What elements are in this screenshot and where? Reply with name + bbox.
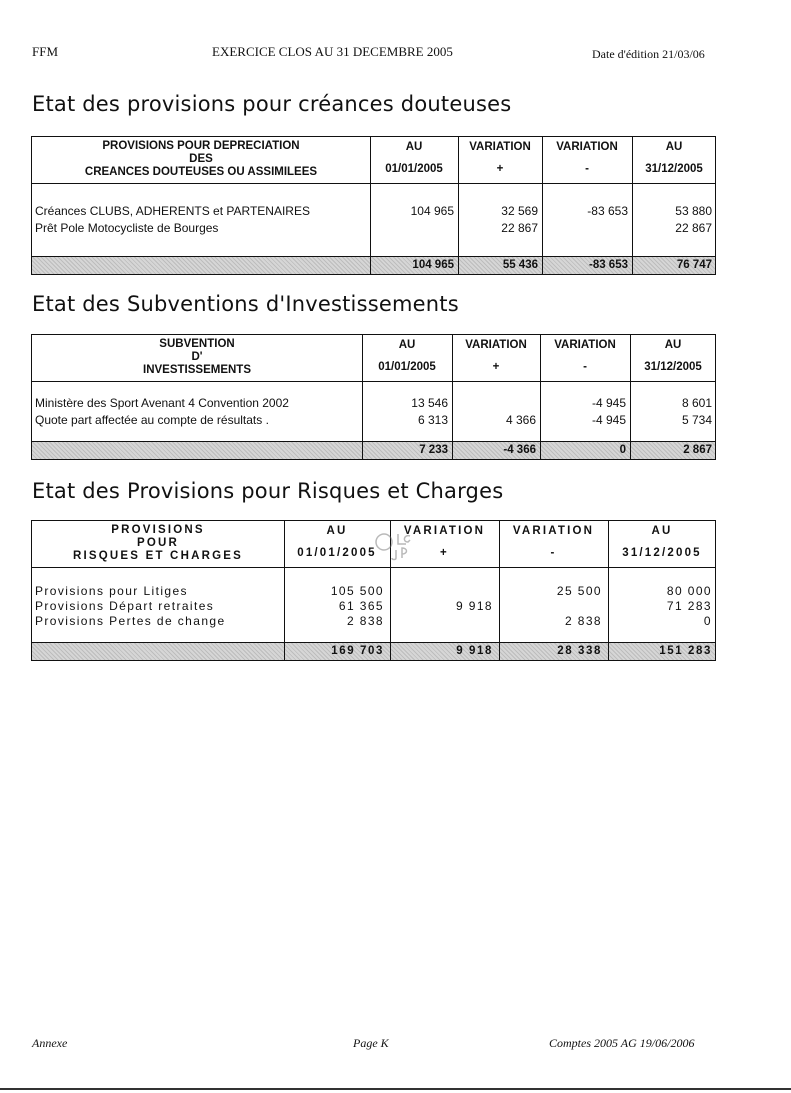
col-header-closing: AU 31/12/2005 bbox=[622, 525, 702, 559]
col-header-decrease: VARIATION - bbox=[554, 339, 616, 373]
cell-increase: 9 918 bbox=[455, 599, 493, 613]
investment-grants-table bbox=[31, 334, 716, 460]
cell-opening: 6 313 bbox=[417, 413, 448, 427]
table-row-label: Ministère des Sport Avenant 4 Convention 2002 bbox=[35, 396, 289, 410]
section1-title: Etat des provisions pour créances douteuses bbox=[32, 92, 512, 116]
col-header-increase: VARIATION + bbox=[469, 141, 531, 175]
cell-closing: 53 880 bbox=[675, 204, 712, 218]
cell-decrease: 2 838 bbox=[564, 614, 602, 628]
cell-opening: 105 500 bbox=[330, 584, 384, 598]
col-header-increase: VARIATION + bbox=[465, 339, 527, 373]
total-decrease: 28 338 bbox=[557, 645, 602, 657]
header-org: FFM bbox=[32, 44, 59, 59]
col-header-increase: VARIATION + bbox=[403, 525, 486, 559]
col-header-decrease: VARIATION - bbox=[556, 141, 618, 175]
cell-increase: 32 569 bbox=[501, 204, 538, 218]
doubtful-debts-table bbox=[31, 136, 716, 275]
table-row-label: Provisions pour Litiges bbox=[35, 584, 188, 598]
table-row-label: Provisions Départ retraites bbox=[35, 599, 215, 613]
total-closing: 76 747 bbox=[676, 259, 712, 271]
col-header-opening: AU 01/01/2005 bbox=[385, 141, 443, 175]
cell-opening: 104 965 bbox=[410, 204, 454, 218]
total-decrease: -83 653 bbox=[588, 259, 628, 271]
initials-stamp-icon bbox=[372, 528, 418, 562]
cell-opening: 61 365 bbox=[338, 599, 384, 613]
header-edition-date: Date d'édition 21/03/06 bbox=[592, 47, 705, 61]
col-header-grant: SUBVENTION D' INVESTISSEMENTS bbox=[143, 338, 251, 376]
total-opening: 7 233 bbox=[419, 444, 448, 456]
cell-opening: 13 546 bbox=[411, 396, 448, 410]
cell-closing: 80 000 bbox=[666, 584, 712, 598]
cell-decrease: -4 945 bbox=[591, 413, 626, 427]
total-increase: 9 918 bbox=[456, 645, 493, 657]
table-row-label: Quote part affectée au compte de résultats . bbox=[35, 413, 269, 427]
col-header-provisions: PROVISIONS POUR RISQUES ET CHARGES bbox=[73, 524, 243, 562]
col-header-opening: AU 01/01/2005 bbox=[378, 339, 436, 373]
total-closing: 2 867 bbox=[683, 444, 712, 456]
cell-decrease: 25 500 bbox=[556, 584, 602, 598]
cell-closing: 8 601 bbox=[681, 396, 712, 410]
section3-title: Etat des Provisions pour Risques et Charges bbox=[32, 479, 504, 503]
footer-accounts: Comptes 2005 AG 19/06/2006 bbox=[549, 1036, 695, 1050]
col-header-opening: AU 01/01/2005 bbox=[297, 525, 377, 559]
cell-decrease: -83 653 bbox=[587, 204, 628, 218]
cell-closing: 71 283 bbox=[666, 599, 712, 613]
col-header-provisions: PROVISIONS POUR DEPRECIATION DES CREANCES DOUTEUSES OU ASSIMILEES bbox=[84, 140, 318, 178]
total-opening: 104 965 bbox=[412, 259, 454, 271]
table-row-label: Prêt Pole Motocycliste de Bourges bbox=[35, 221, 219, 235]
total-increase: -4 366 bbox=[503, 444, 536, 456]
page-bottom-rule bbox=[0, 1088, 791, 1090]
cell-increase: 4 366 bbox=[505, 413, 536, 427]
total-opening: 169 703 bbox=[331, 645, 384, 657]
footer-page: Page K bbox=[353, 1036, 389, 1050]
cell-closing: 22 867 bbox=[675, 221, 712, 235]
total-closing: 151 283 bbox=[659, 645, 712, 657]
total-decrease: 0 bbox=[619, 444, 626, 456]
cell-increase: 22 867 bbox=[501, 221, 538, 235]
cell-opening: 2 838 bbox=[346, 614, 384, 628]
table-row-label: Provisions Pertes de change bbox=[35, 614, 226, 628]
cell-closing: 5 734 bbox=[681, 413, 712, 427]
header-fiscal-year: EXERCICE CLOS AU 31 DECEMBRE 2005 bbox=[212, 44, 453, 59]
section2-title: Etat des Subventions d'Investissements bbox=[32, 292, 459, 316]
col-header-decrease: VARIATION - bbox=[512, 525, 595, 559]
table-row-label: Créances CLUBS, ADHERENTS et PARTENAIRES bbox=[35, 204, 310, 218]
col-header-closing: AU 31/12/2005 bbox=[645, 141, 703, 175]
col-header-closing: AU 31/12/2005 bbox=[644, 339, 702, 373]
cell-closing: 0 bbox=[703, 614, 712, 628]
cell-decrease: -4 945 bbox=[591, 396, 626, 410]
footer-annex: Annexe bbox=[32, 1036, 68, 1050]
total-increase: 55 436 bbox=[502, 259, 538, 271]
